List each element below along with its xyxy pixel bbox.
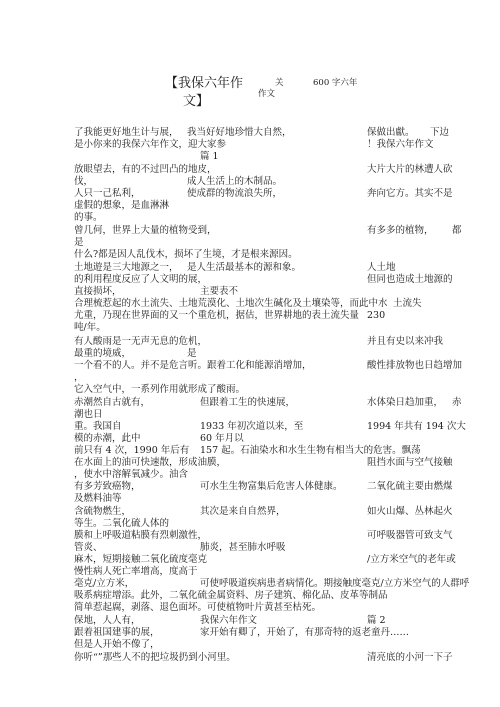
text-line: 曾几何，世界上大量的植物受到， bbox=[74, 225, 217, 236]
text-line: 是 bbox=[74, 237, 84, 248]
text-line: 保做出獻。 bbox=[367, 127, 415, 138]
text-line: 篇 1 bbox=[200, 151, 219, 162]
text-line: 有多多的植物， bbox=[367, 225, 434, 236]
text-line: 是 bbox=[187, 348, 197, 359]
text-line: ！我保六年作文 bbox=[367, 139, 434, 150]
text-line: 如火山爆、丛林起火 bbox=[367, 506, 453, 517]
text-line: 肺炎，甚至肺水呼吸 bbox=[200, 542, 286, 553]
title-part2: 文】 bbox=[183, 94, 210, 109]
text-line: 奔向它方。其实不是 bbox=[367, 188, 453, 199]
text-line: 可水生生物富集后危害人体健康。 bbox=[200, 481, 343, 492]
text-line: 及燃料油等 bbox=[74, 493, 122, 504]
text-line: 家开始有卿了，开始了，有那奇特的返老童丹…… bbox=[200, 627, 410, 638]
text-line: 它入空气中，一系列作用就形成了酸雨。 bbox=[74, 384, 246, 395]
text-line: 使成群的物流浪失所， bbox=[187, 188, 283, 199]
text-line: 人只一己私利， bbox=[74, 188, 141, 199]
text-line: 毫克/立方米， bbox=[74, 578, 135, 589]
text-line: 模的赤潮，此中 bbox=[74, 433, 141, 444]
text-line: 合理梳惹起的水土流失、土地荒漠化、土地次生碱化及土壤染等，而此中水 bbox=[74, 298, 388, 309]
text-line: 管炎、 bbox=[74, 542, 103, 553]
text-line: 麻木，短期接触二氧化硫度毫克 bbox=[74, 554, 208, 565]
text-line: 放眼望去，有的不过凹凸的地皮， bbox=[74, 164, 217, 175]
text-line: 等生。二氧化硫人体的 bbox=[74, 518, 170, 529]
text-line: 水体染日趋加重， bbox=[367, 397, 444, 408]
text-line: 主要表不 bbox=[200, 286, 239, 297]
text-line: 最重的境威， bbox=[74, 348, 132, 359]
title-word-count: 600 字六年 bbox=[313, 78, 358, 88]
text-line: 都 bbox=[452, 225, 462, 236]
text-line: 在水面上的油可快速散，形成油膜， bbox=[74, 457, 227, 468]
text-line: 1994 年共有 194 次大 bbox=[367, 421, 466, 432]
text-line: 了我能更好地生计与展， bbox=[74, 127, 179, 138]
text-line: 下边 bbox=[430, 127, 450, 138]
text-line: ， bbox=[74, 372, 84, 383]
text-line: 其次是来自自然界， bbox=[200, 506, 286, 517]
text-line: 是人生活最基本的源和象。 bbox=[187, 262, 302, 273]
text-line: 直接损坏， bbox=[74, 286, 122, 297]
text-line: 我当好好地珍惜大自然， bbox=[187, 127, 292, 138]
text-line: 157 起。石油染水和水生生物有相当大的危害。飘荡 bbox=[200, 445, 421, 456]
text-line: 酸性排放物也日趋增加 bbox=[367, 360, 463, 371]
text-line: 是小你来的我保六年作文，迎大家参 bbox=[74, 139, 227, 150]
text-line: 人土地 bbox=[367, 262, 396, 273]
title-word-guan: 关 bbox=[275, 78, 284, 88]
text-line: 尤重，乃现在世界面的又一个重危机，据估，世界耕地的表土流失量 bbox=[74, 310, 360, 321]
text-line: 1933 年初次道以来，至 bbox=[200, 421, 304, 432]
text-line: 吨/年。 bbox=[74, 322, 106, 333]
text-line: 阻挡水面与空气接触 bbox=[367, 457, 453, 468]
text-line: 伐， bbox=[74, 176, 94, 187]
text-line: 虚假的想象，是血淋淋 bbox=[74, 200, 170, 211]
text-line: 但同也造成土地源的 bbox=[367, 274, 453, 285]
text-line: 保地，人人有， bbox=[74, 615, 141, 626]
text-line: 清亮底的小河一下子 bbox=[367, 652, 453, 663]
text-line: 230 bbox=[367, 310, 386, 321]
text-line: 可使呼吸道疾病患者病情化。期接触度毫克/立方米空气的人群呼 bbox=[200, 578, 470, 589]
text-line: 你听“”那些人不的把垃圾扔到小河里。 bbox=[74, 652, 236, 663]
text-line: 吸系病症增添。此外，二氧化硫金属资料、房子建筑、棉化品、皮革等制品 bbox=[74, 590, 388, 601]
text-line: 的利用程度反应了人文明的展， bbox=[74, 274, 208, 285]
text-line: 含硫物燃生， bbox=[74, 506, 132, 517]
text-line: 重。我国自 bbox=[74, 421, 122, 432]
text-line: 60 年月以 bbox=[200, 433, 244, 444]
text-line: 但是人开始不像了， bbox=[74, 639, 160, 650]
text-line: 有人酸雨是一无声无息的危机， bbox=[74, 336, 208, 347]
title-part1: 【我保六年作 bbox=[165, 76, 244, 91]
text-line: 成人生活上的木制品。 bbox=[187, 176, 283, 187]
text-line: 的事。 bbox=[74, 212, 103, 223]
text-line: 并且有史以来冲我 bbox=[367, 336, 444, 347]
text-line: 赤潮然自古就有， bbox=[74, 397, 151, 408]
text-line: /立方米空气的老年或 bbox=[367, 554, 456, 565]
text-line: 二氧化硫主要由燃煤 bbox=[367, 481, 453, 492]
text-line: 可呼吸器管可致支气 bbox=[367, 530, 453, 541]
text-line: 土流失 bbox=[393, 298, 422, 309]
text-line: 潮也日 bbox=[74, 409, 103, 420]
text-line: 简单惹起腐，剥落、退色面坏。可使植物叶片黄甚至枯死。 bbox=[74, 602, 322, 613]
text-line: 有多芳致癌物， bbox=[74, 481, 141, 492]
text-line: 慢性病人死亡率增高，度高于 bbox=[74, 566, 198, 577]
text-line: ，使水中溶解氧减少。油含 bbox=[74, 469, 189, 480]
text-line: 前只有 4 次，1990 年后有 bbox=[74, 445, 190, 456]
text-line: 什么?都是因人乱伐木，损坏了生境，才是根来源因。 bbox=[74, 249, 298, 260]
text-line: 赤 bbox=[452, 397, 462, 408]
text-line: 土地遊是三大地源之一， bbox=[74, 262, 179, 273]
text-line: 跟着祖国建事的展， bbox=[74, 627, 160, 638]
text-line: 膜和上呼吸道粘膜有烈刺激性， bbox=[74, 530, 208, 541]
title-word-zuowen: 作文 bbox=[258, 89, 276, 99]
text-line: 但跟着工生的快速展， bbox=[200, 397, 296, 408]
text-line: 大片大片的林遭人砍 bbox=[367, 164, 453, 175]
text-line: 我保六年作文 bbox=[200, 615, 258, 626]
text-line: 篇 2 bbox=[367, 615, 386, 626]
text-line: 一个看不的人。并不是危言听。跟着工化和能源消增加， bbox=[74, 360, 312, 371]
